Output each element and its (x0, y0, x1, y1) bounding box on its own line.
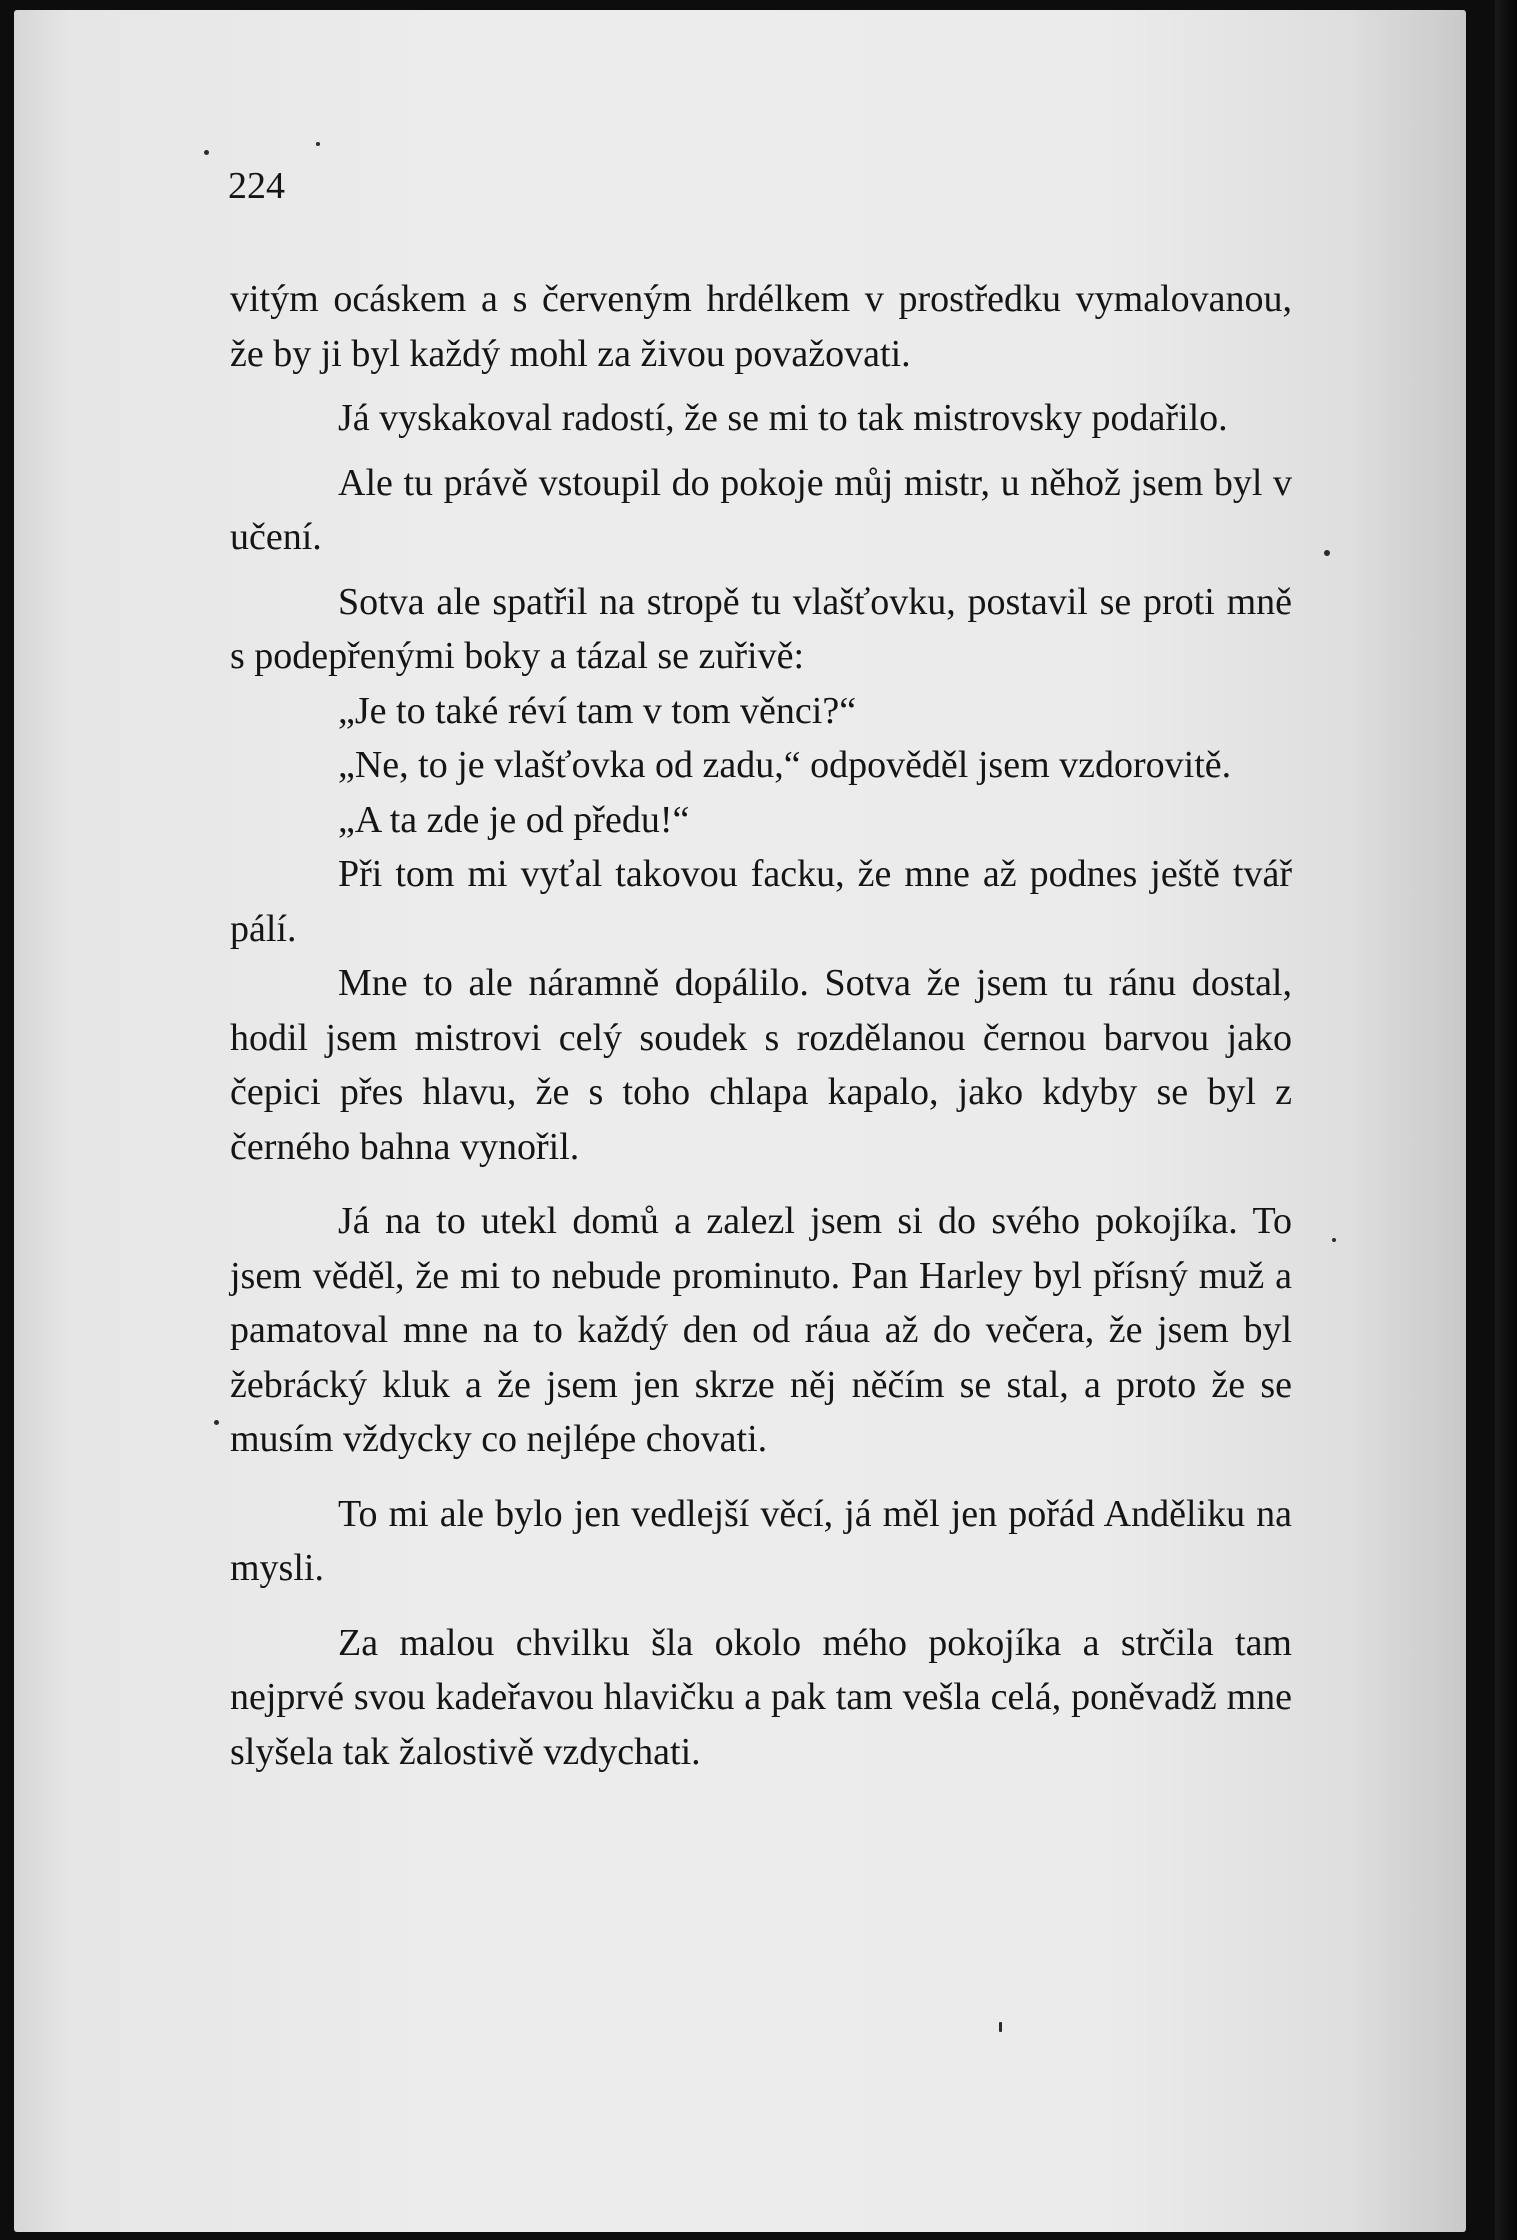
paragraph: „Ne, to je vlašťovka od zadu,“ odpověděl jsem vzdorovitě. (338, 744, 1232, 786)
paragraph: Sotva ale spatřil na stropě tu vlašťovku, postavil se proti mně s podepřenými boky a tázal se zuřivě: (230, 580, 1292, 677)
print-speck (1332, 1238, 1336, 1242)
paragraph: Ale tu právě vstoupil do pokoje můj mistr, u něhož jsem byl v učení. (230, 461, 1292, 558)
paragraph: „Je to také réví tam v tom věnci?“ (338, 689, 857, 732)
paragraph: Já na to utekl domů a zalezl jsem si do svého pokojíka. To jsem věděl, že mi to nebude prominuto. Pan Harley byl přísný muž a pamatoval mne na to každý den od ráua až do večera, že jsem byl žebrácký kluk a že jsem jen skrze něj něčím se stal, a proto že se musím vždycky co nejlépe chovati. (230, 1200, 1292, 1460)
paragraph: vitým ocáskem a s červeným hrdélkem v prostředku vymalovanou, že by ji byl každý mohl za živou považovati. (230, 278, 1292, 375)
paragraph: Mne to ale náramně dopálilo. Sotva že jsem tu ránu dostal, hodil jsem mistrovi celý soudek s rozdělanou černou barvou jako čepici přes hlavu, že s toho chlapa kapalo, jako kdyby se byl z černého bahna vynořil. (230, 962, 1292, 1168)
page-binding-edge (1495, 0, 1517, 2240)
page-number: 224 (228, 165, 285, 207)
paragraph: „A ta zde je od předu!“ (338, 798, 690, 841)
print-speck (204, 150, 209, 155)
paragraph: Za malou chvilku šla okolo mého pokojíka a strčila tam nejprvé svou kadeřavou hlavičku a pak tam vešla celá, poněvadž mne slyšela tak žalostivě vzdychati. (230, 1621, 1292, 1773)
paragraph: Já vyskakoval radostí, že se mi to tak mistrovsky podařilo. (338, 397, 1228, 439)
print-speck (1324, 550, 1330, 556)
print-speck (999, 2022, 1002, 2032)
print-speck (214, 1420, 219, 1425)
print-speck (316, 142, 320, 146)
paragraph: Při tom mi vyťal takovou facku, že mne až podnes ještě tvář pálí. (230, 853, 1292, 950)
paragraph: To mi ale bylo jen vedlejší věcí, já měl jen pořád Anděliku na mysli. (230, 1492, 1292, 1589)
body-text (230, 272, 1292, 1779)
